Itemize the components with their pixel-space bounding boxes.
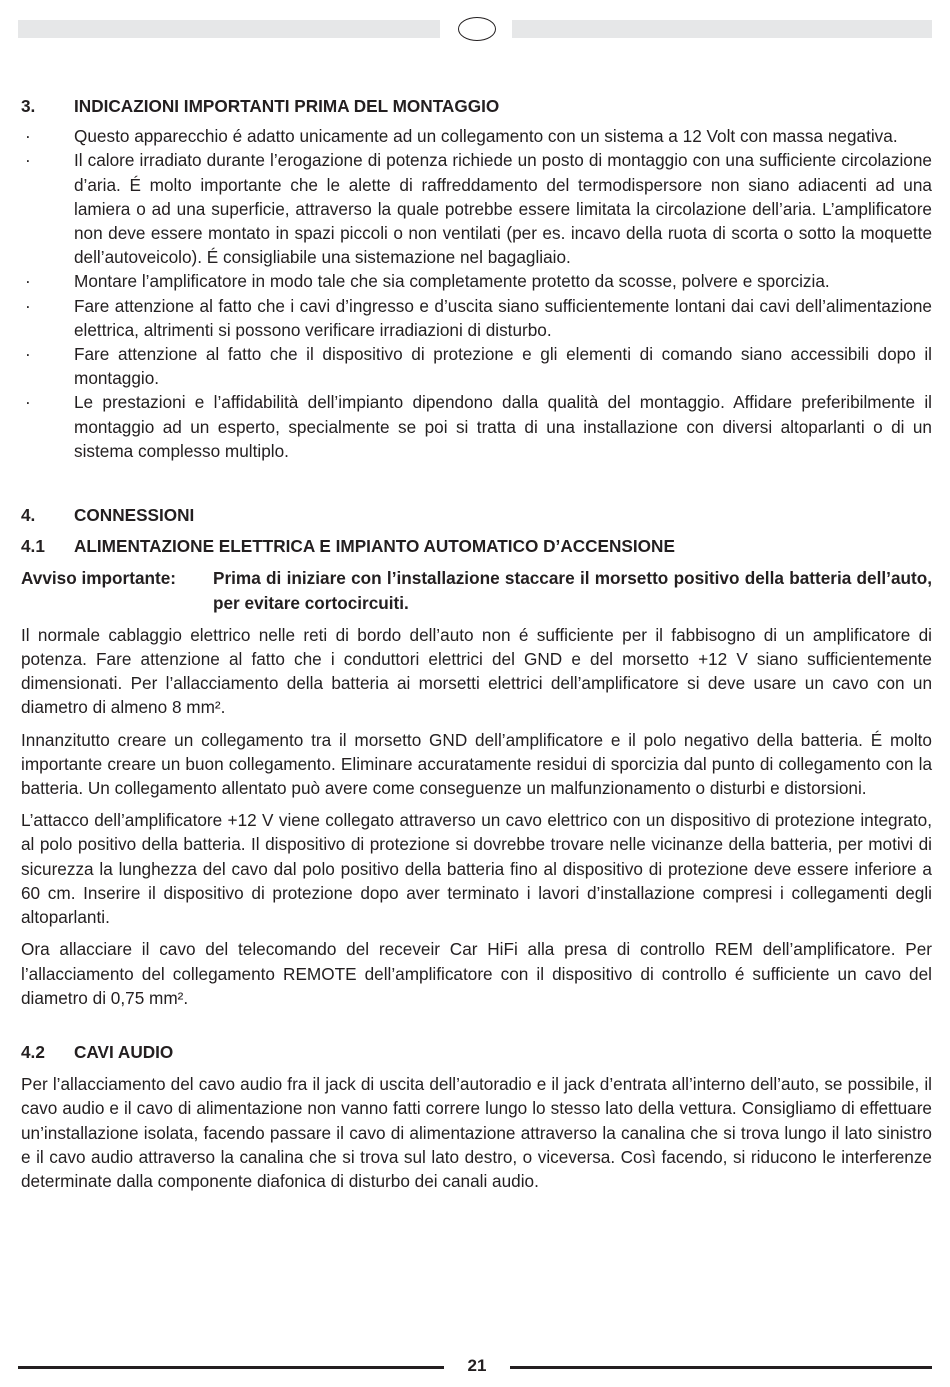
list-item — [21, 269, 932, 293]
bullet-mark: · — [25, 271, 31, 292]
section-title: ALIMENTAZIONE ELETTRICA E IMPIANTO AUTOMATICO D’ACCENSIONE — [74, 536, 675, 557]
bullet-text: Fare attenzione al fatto che il dispositivo di protezione e gli elementi di comando siano accessibili dopo il montaggio. — [74, 344, 932, 389]
bullet-mark: · — [25, 392, 31, 413]
paragraph: Per l’allacciamento del cavo audio fra il jack di uscita dell’autoradio e il jack d’entrata all’interno dell’auto, se possibile, il cavo audio e il cavo di alimentazione non vanno fatti correre lungo lo stesso lato della vettura. Consigliamo di effettuare un’installazione isolata, facendo passare il cavo di alimentazione attraverso la canalina che si trova lungo il lato sinistro e il cavo audio attraverso la canalina che si trova sul lato destro, o viceversa. Così facendo, si riducono le interferenze determinate dalla componente diafonica di disturbo dei canali audio. — [21, 1074, 932, 1191]
list-item — [21, 148, 932, 269]
section-number: 4.2 — [21, 1041, 45, 1062]
paragraph: Ora allacciare il cavo del telecomando del receveir Car HiFi alla presa di controllo REM dell’amplificatore. Per l’allacciamento del collegamento REMOTE dell’amplificatore con il dispositivo di controllo é sufficiente un cavo del diametro di 0,75 mm². — [21, 939, 932, 1008]
section-title: CONNESSIONI — [74, 505, 195, 526]
notice-text: Prima di iniziare con l’installazione staccare il morsetto positivo della batteria dell’auto, per evitare cortocircuiti. — [213, 568, 932, 613]
section-3-heading — [21, 94, 932, 118]
section-number: 4.1 — [21, 536, 45, 557]
list-item — [21, 342, 932, 390]
section-title: INDICAZIONI IMPORTANTI PRIMA DEL MONTAGGIO — [74, 96, 500, 116]
list-item — [21, 124, 932, 148]
bullet-text: Le prestazioni e l’affidabilità dell’impianto dipendono dalla qualità del montaggio. Affidare preferibilmente il montaggio ad un esperto, specialmente se poi si tratta di una installazione con diversi altoparlanti o di un sistema complesso multiplo. — [74, 392, 932, 461]
bullet-mark: · — [25, 150, 31, 171]
bullet-mark: · — [25, 295, 31, 316]
page-number: 21 — [467, 1356, 487, 1375]
bullet-text: Montare l’amplificatore in modo tale che sia completamente protetto da scosse, polvere e sporcizia. — [74, 271, 830, 292]
section-title: CAVI AUDIO — [74, 1041, 174, 1062]
bullet-text: Questo apparecchio é adatto unicamente ad un collegamento con un sistema a 12 Volt con massa negativa. — [74, 126, 898, 147]
section-4-heading — [21, 503, 932, 527]
paragraph: L’attacco dell’amplificatore +12 V viene collegato attraverso un cavo elettrico con un dispositivo di protezione integrato, al polo positivo della batteria. Il dispositivo di protezione si dovrebbe trovare nelle vicinanze della batteria, per motivi di sicurezza la lunghezza del cavo dal polo positivo della batteria fino al dispositivo di protezione deve essere inferiore a 60 cm. Inserire il dispositivo di protezione dopo aver terminato i lavori d’installazione compresi i collegamenti degli altoparlanti. — [21, 810, 932, 928]
list-item — [21, 294, 932, 342]
important-notice — [21, 566, 932, 614]
header-bar-right — [512, 20, 932, 38]
bullet-mark: · — [25, 344, 31, 365]
footer-rule-right — [510, 1366, 932, 1369]
section-3-bullet-list — [21, 124, 932, 463]
footer-rule-left — [18, 1366, 444, 1369]
notice-label: Avviso importante: — [21, 568, 177, 589]
section-number: 3. — [21, 96, 36, 116]
list-item — [21, 390, 932, 463]
language-oval-badge — [458, 17, 496, 41]
section-4-1-heading — [21, 534, 932, 558]
paragraph: Innanzitutto creare un collegamento tra il morsetto GND dell’amplificatore e il polo negativo della batteria. É molto importante creare un buon collegamento. Eliminare accuratamente residui di sporcizia dal punto di collegamento con la batteria. Un collegamento allentato può avere come conseguenze un malfunzionamento o disturbi e distorsioni. — [21, 729, 932, 799]
bullet-text: Il calore irradiato durante l’erogazione di potenza richiede un posto di montaggio con una sufficiente circolazione d’aria. É molto importante che le alette di raffreddamento del termodispersore non siano adiacenti ad una lamiera o ad una superficie, attraverso la quale potrebbe essere limitata la circolazione dell’aria. L’amplificatore non deve essere montato in spazi piccoli o non ventilati (per es. incavo della ruota di scorta o sotto la moquette dell’autoveicolo). É consigliabile una sistemazione nel bagagliaio. — [74, 150, 932, 268]
section-4-2-heading — [21, 1040, 932, 1064]
paragraph: Il normale cablaggio elettrico nelle reti di bordo dell’auto non é sufficiente per il fabbisogno di un amplificatore di potenza. Fare attenzione al fatto che i conduttori elettrici del GND e del morsetto +12 V siano sufficientemente dimensionati. Per l’allacciamento della batteria ai morsetti elettrici dell’amplificatore si deve usare un cavo con un diametro di almeno 8 mm². — [21, 624, 932, 718]
header-bar-left — [18, 20, 440, 38]
page-content — [21, 94, 932, 1193]
bullet-mark: · — [25, 126, 31, 147]
bullet-text: Fare attenzione al fatto che i cavi d’ingresso e d’uscita siano sufficientemente lontani dai cavi dell’alimentazione elettrica, altrimenti si possono verificare irradiazioni di disturbo. — [74, 295, 932, 340]
section-number: 4. — [21, 505, 36, 526]
